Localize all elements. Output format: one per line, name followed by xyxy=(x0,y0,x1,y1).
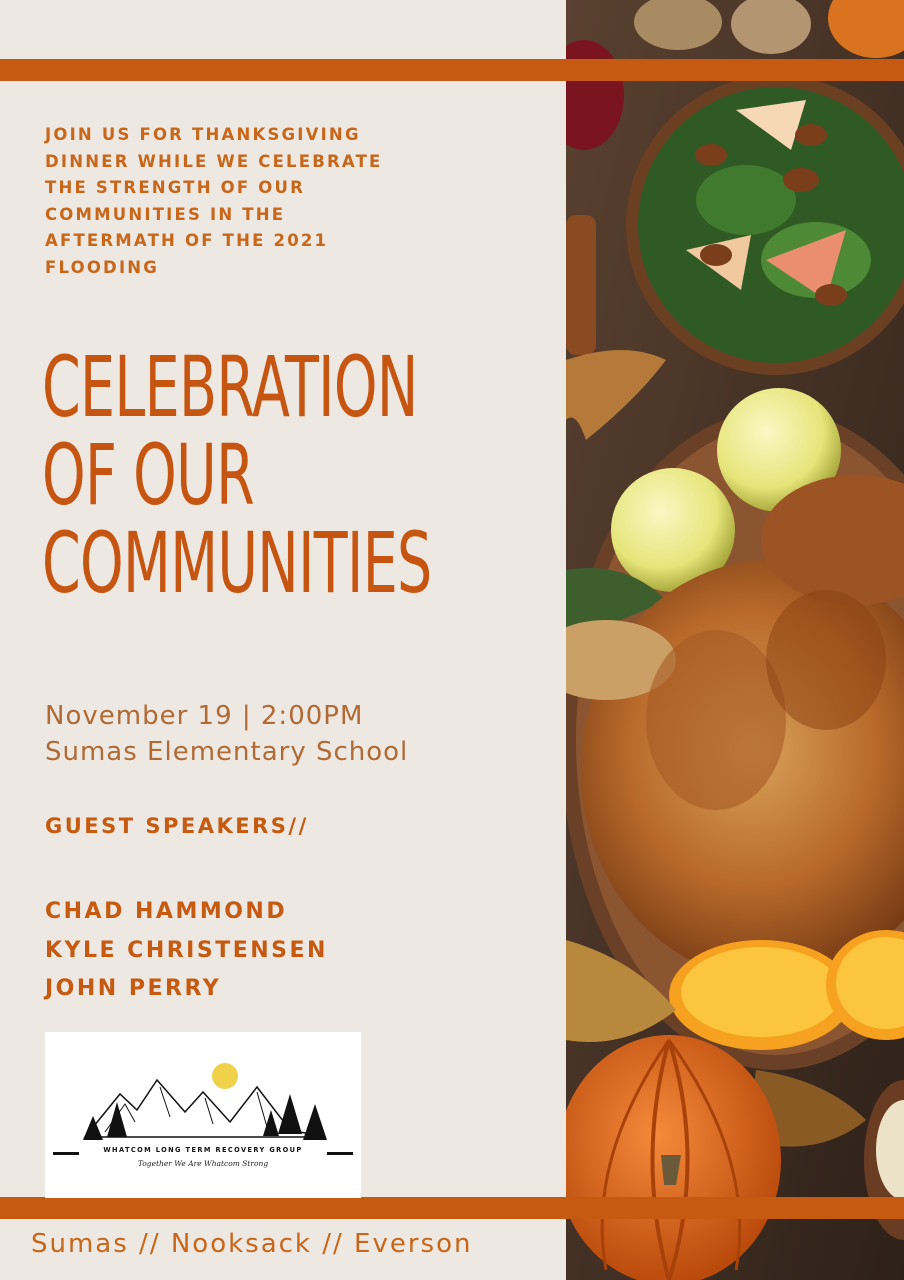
organization-logo xyxy=(45,1032,361,1198)
speaker-list xyxy=(45,893,328,1009)
guest-speakers-heading: GUEST SPEAKERS// xyxy=(45,814,309,838)
intro-line: JOIN US FOR THANKSGIVING xyxy=(45,125,361,144)
intro-line: COMMUNITIES IN THE xyxy=(45,204,286,224)
food-illustration xyxy=(566,0,904,1280)
intro-line: AFTERMATH OF THE 2021 xyxy=(45,231,329,250)
bottom-accent-bar xyxy=(0,1197,904,1219)
thanksgiving-food-photo xyxy=(566,0,904,1280)
event-title xyxy=(42,338,432,612)
logo-org-name: WHATCOM LONG TERM RECOVERY GROUP xyxy=(103,1146,303,1154)
speaker-name: KYLE CHRISTENSEN xyxy=(45,937,328,963)
intro-line: DINNER WHILE WE CELEBRATE xyxy=(45,151,383,171)
title-line: OF OUR xyxy=(42,426,254,524)
event-details xyxy=(45,698,408,770)
title-line: CELEBRATION xyxy=(42,338,418,436)
event-venue: Sumas Elementary School xyxy=(45,737,409,767)
event-datetime: November 19 | 2:00PM xyxy=(45,701,364,731)
intro-line: FLOODING xyxy=(45,257,160,277)
intro-text xyxy=(45,122,425,281)
speaker-name: JOHN PERRY xyxy=(45,976,222,1001)
mountain-logo-icon xyxy=(45,1032,361,1198)
intro-line: THE STRENGTH OF OUR xyxy=(45,178,306,197)
top-accent-bar xyxy=(0,59,904,81)
speaker-name: CHAD HAMMOND xyxy=(45,899,288,924)
logo-tagline: Together We Are Whatcom Strong xyxy=(137,1159,269,1168)
title-line: COMMUNITIES xyxy=(42,514,432,612)
footer-communities: Sumas // Nooksack // Everson xyxy=(31,1229,473,1259)
